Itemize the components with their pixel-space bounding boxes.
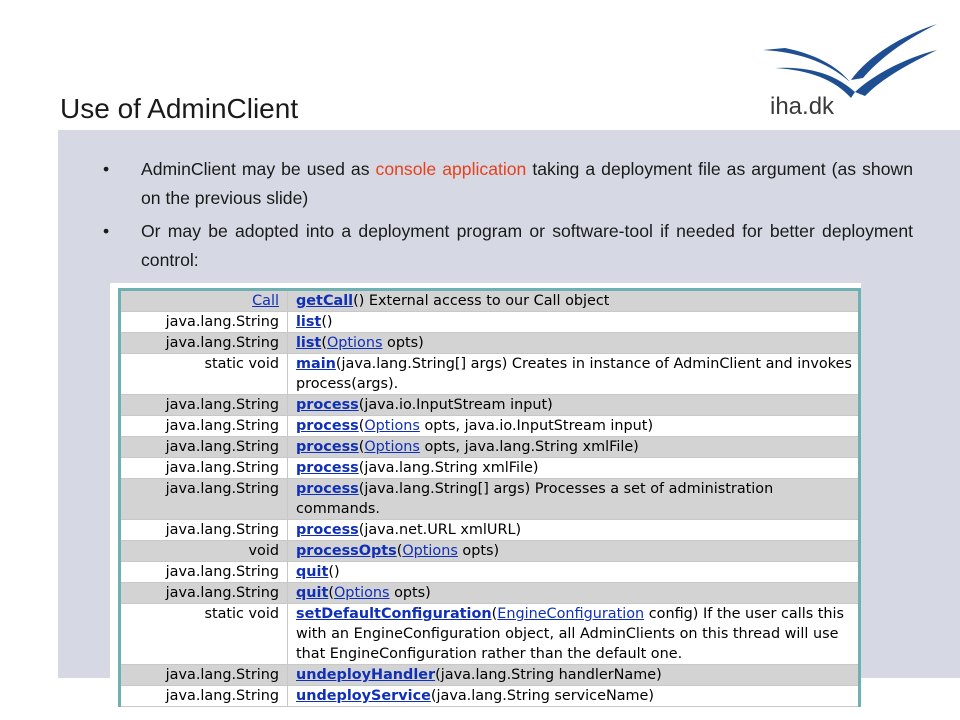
method-signature-cell [288, 520, 858, 540]
method-name-link[interactable]: process [296, 397, 359, 413]
method-name-link[interactable]: process [296, 439, 359, 455]
signature-text: (java.net.URL xmlURL) [358, 522, 522, 538]
signature-text: ( [328, 585, 334, 601]
method-signature-cell [288, 291, 858, 311]
return-type-cell [121, 665, 288, 685]
return-type-cell [121, 312, 288, 332]
table-row [121, 395, 858, 416]
return-type-cell [121, 437, 288, 457]
bullet-text-pre: Or may be adopted into a deployment program or software-tool if needed for better deployment control: [141, 221, 913, 270]
method-summary-table [118, 288, 861, 707]
method-name-link[interactable]: undeployHandler [296, 667, 436, 683]
bullet-item-1 [103, 155, 913, 215]
return-type: java.lang.String [165, 667, 279, 683]
return-type: java.lang.String [165, 564, 279, 580]
method-name-link[interactable]: processOpts [296, 543, 397, 559]
return-type-cell [121, 541, 288, 561]
return-type-cell [121, 604, 288, 664]
method-name-link[interactable]: quit [296, 564, 329, 580]
return-type: java.lang.String [165, 439, 279, 455]
return-type: void [248, 543, 279, 559]
method-signature-cell [288, 562, 858, 582]
return-type-link[interactable]: Call [252, 293, 279, 309]
table-row [121, 354, 858, 395]
signature-text: () [328, 564, 340, 580]
method-signature-cell [288, 416, 858, 436]
signature-text: (java.lang.String[] args) Creates in instance of AdminClient and invokes process(args). [296, 356, 852, 392]
return-type: java.lang.String [165, 688, 279, 704]
bullet-dot: • [103, 221, 110, 241]
method-signature-cell [288, 333, 858, 353]
signature-text: ( [491, 606, 498, 622]
signature-text: (java.lang.String[] args) Processes a set of administration commands. [296, 481, 774, 517]
signature-text: opts, java.io.InputStream input) [419, 418, 654, 434]
method-name-link[interactable]: list [296, 314, 322, 330]
method-name-link[interactable]: getCall [296, 293, 354, 309]
table-row [121, 416, 858, 437]
method-signature-cell [288, 312, 858, 332]
bullet-text [141, 217, 913, 275]
return-type-cell [121, 333, 288, 353]
signature-text: ( [358, 439, 365, 455]
method-name-link[interactable]: main [296, 356, 336, 372]
bullet-item-2 [103, 217, 913, 277]
signature-text: opts) [382, 335, 424, 351]
return-type: java.lang.String [165, 522, 279, 538]
return-type: java.lang.String [165, 460, 279, 476]
return-type: static void [204, 606, 279, 622]
signature-text: (java.lang.String handlerName) [435, 667, 662, 683]
signature-text: (java.lang.String xmlFile) [358, 460, 539, 476]
return-type-cell [121, 354, 288, 394]
type-link[interactable]: EngineConfiguration [497, 606, 645, 622]
method-signature-cell [288, 395, 858, 415]
table-row [121, 562, 858, 583]
signature-text: opts) [457, 543, 500, 559]
method-signature-cell [288, 479, 858, 519]
bullet-dot: • [103, 159, 110, 179]
logo-text: iha.dk [770, 93, 835, 120]
return-type-cell [121, 562, 288, 582]
method-name-link[interactable]: undeployService [296, 688, 431, 704]
method-signature-cell [288, 686, 858, 706]
table-row [121, 583, 858, 604]
type-link[interactable]: Options [364, 418, 420, 434]
api-table-screenshot [110, 283, 861, 720]
method-signature-cell [288, 665, 858, 685]
bullet-text-post: taking a deployment file as argument (as shown on the previous slide) [141, 159, 913, 208]
method-signature-cell [288, 541, 858, 561]
signature-text: ( [358, 418, 365, 434]
method-name-link[interactable]: process [296, 460, 359, 476]
signature-text: (java.io.InputStream input) [358, 397, 553, 413]
signature-text: opts) [389, 585, 431, 601]
table-row [121, 665, 858, 686]
method-signature-cell [288, 604, 858, 664]
return-type-cell [121, 395, 288, 415]
type-link[interactable]: Options [333, 585, 390, 601]
return-type-cell [121, 583, 288, 603]
method-signature-cell [288, 437, 858, 457]
return-type-cell [121, 520, 288, 540]
table-row [121, 604, 858, 665]
return-type-cell [121, 686, 288, 706]
table-row [121, 686, 858, 707]
signature-text: opts, java.lang.String xmlFile) [419, 439, 639, 455]
console-application-highlight: console application [375, 159, 527, 179]
type-link[interactable]: Options [326, 335, 383, 351]
signature-text: config) If the user calls this with an EngineConfiguration object, all AdminClients on this thread will use that EngineConfiguration rather than the default one. [296, 606, 845, 662]
table-row [121, 312, 858, 333]
return-type-cell [121, 291, 288, 311]
table-row [121, 479, 858, 520]
return-type-cell [121, 458, 288, 478]
table-row [121, 437, 858, 458]
type-link[interactable]: Options [364, 439, 420, 455]
slide-title: Use of AdminClient [60, 93, 299, 124]
return-type: static void [204, 356, 279, 372]
return-type: java.lang.String [165, 397, 279, 413]
table-row [121, 291, 858, 312]
method-name-link[interactable]: list [296, 335, 322, 351]
table-row [121, 458, 858, 479]
bullet-text-pre: AdminClient may be used as [141, 159, 376, 179]
method-name-link[interactable]: process [296, 481, 359, 497]
return-type: java.lang.String [165, 418, 279, 434]
type-link[interactable]: Options [402, 543, 458, 559]
bullet-text [141, 155, 913, 213]
method-name-link[interactable]: process [296, 418, 359, 434]
return-type-cell [121, 479, 288, 519]
method-signature-cell [288, 583, 858, 603]
method-signature-cell [288, 354, 858, 394]
table-row [121, 520, 858, 541]
method-name-link[interactable]: setDefaultConfiguration [296, 606, 492, 622]
return-type: java.lang.String [165, 314, 279, 330]
signature-text: () External access to our Call object [353, 293, 610, 309]
table-row [121, 333, 858, 354]
signature-text: ( [396, 543, 403, 559]
method-name-link[interactable]: process [296, 522, 359, 538]
method-signature-cell [288, 458, 858, 478]
signature-text: ( [321, 335, 327, 351]
return-type: java.lang.String [165, 335, 279, 351]
signature-text: (java.lang.String serviceName) [430, 688, 655, 704]
return-type-cell [121, 416, 288, 436]
return-type: java.lang.String [165, 481, 279, 497]
method-name-link[interactable]: quit [296, 585, 329, 601]
table-row [121, 541, 858, 562]
return-type: java.lang.String [165, 585, 279, 601]
signature-text: () [321, 314, 333, 330]
